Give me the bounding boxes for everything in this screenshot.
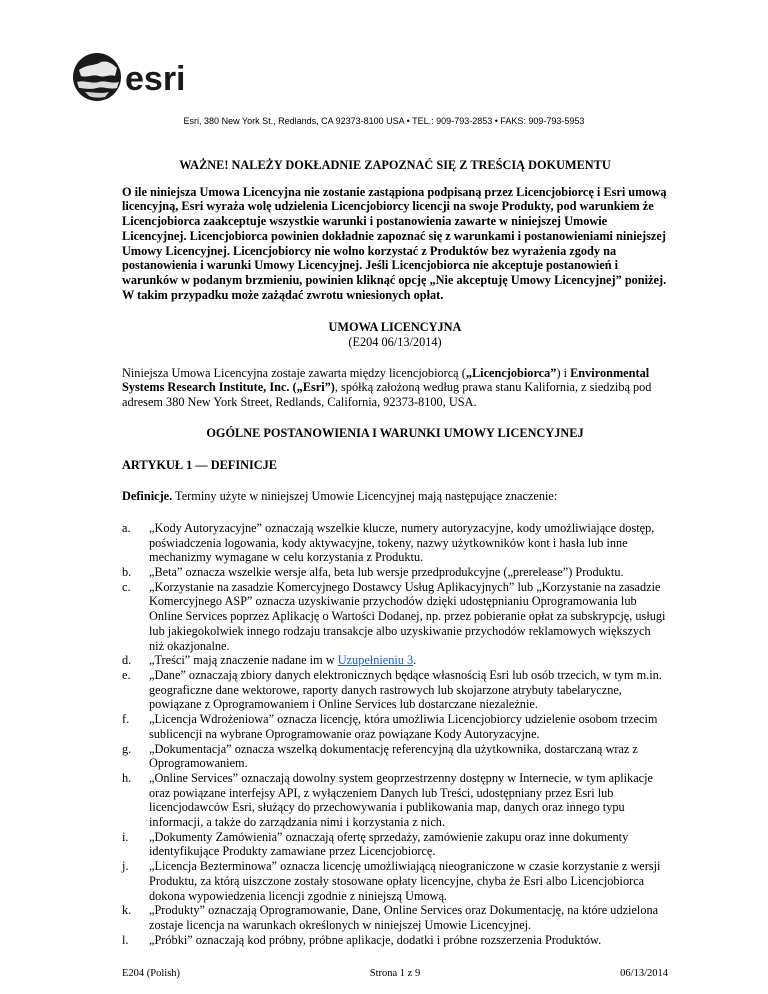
page-footer <box>122 968 668 982</box>
footer-page-number: Strona 1 z 9 <box>369 968 421 979</box>
article-heading: ARTYKUŁ 1 — DEFINICJE <box>122 457 278 472</box>
list-item: f. „Licencja Wdrożeniowa” oznacza licencję, która umożliwia Licencjobiorcy udzielenie osobom trzecim sublicencji na wybrane Oprogramowanie oraz powiązane Kody Autoryzacyjne. <box>122 712 658 741</box>
list-item: k. „Produkty” oznaczają Oprogramowanie, Dane, Online Services oraz Dokumentację, na które udzielona zostaje licencja na warunkach określonych w niniejszej Umowie Licencyjnej. <box>122 903 659 932</box>
warning-paragraph: O ile niniejsza Umowa Licencyjna nie zostanie zastąpiona podpisaną przez Licencjobiorcę i Esri umową licencyjną, Esri wyraża wolę udzielenia Licencjobiorcy licencji na swoje Produkty, pod warunkiem że Licencjobiorca zaakceptuje wszystkie warunki i postanowienia zawarte w niniejszej Umowie Licencyjnej. Licencjobiorca powinien dokładnie zapoznać się z warunkami i postanowieniami niniejszej Umowy Licencyjnej. Licencjobiorcy nie wolno korzystać z Produktów bez wyrażenia zgody na postanowienia i warunki Umowy Licencyjnej. Jeśli Licencjobiorca nie akceptuje postanowień i warunków w podanym brzmieniu, powinien kliknąć opcję „Nie akceptuję Umowy Licencyjnej” poniżej. W takim przypadku może zażądać zwrotu wniesionych opłat. <box>122 184 667 302</box>
warning-title: WAŻNE! NALEŻY DOKŁADNIE ZAPOZNAĆ SIĘ Z TREŚCIĄ DOKUMENTU <box>179 158 611 172</box>
supplement-3-link[interactable]: Uzupełnieniu 3 <box>337 653 414 668</box>
intro-paragraph: Niniejsza Umowa Licencyjna zostaje zawarta między licencjobiorcą („Licencjobiorca”) i Environmental Systems Research Institute, Inc. („Esri”), spółką założoną według prawa stanu Kalifornia, z siedzibą pod adresem 380 New York Street, Redlands, California, 92373-8100, USA. <box>122 365 652 410</box>
general-terms-heading: OGÓLNE POSTANOWIENIA I WARUNKI UMOWY LICENCYJNEJ <box>206 425 584 440</box>
list-item: e. „Dane” oznaczają zbiory danych elektronicznych będące własnością Esri lub osób trzecich, w tym m.in. geograficzne dane wektorowe, raporty danych rastrowych lub skojarzone atrybuty tabelaryczne, powiązane z Oprogramowaniem i Online Services lub dostarczane niezależnie. <box>122 667 662 712</box>
logo-wordmark: esri <box>125 60 186 98</box>
company-address: Esri, 380 New York St., Redlands, CA 92373-8100 USA • TEL.: 909-793-2853 • FAKS: 909-793-5953 <box>183 116 585 126</box>
list-item: a. „Kody Autoryzacyjne” oznaczają wszelkie klucze, numery autoryzacyjne, kody umożliwiające dostęp, poświadczenia logowania, kody aktywacyjne, tokeny, nazwy użytkowników kont i hasła lub inne mechanizmy wymagane w celu korzystania z Produktu. <box>122 520 655 565</box>
definitions-intro: Definicje. Terminy użyte w niniejszej Umowie Licencyjnej mają następujące znaczenie: <box>122 489 558 504</box>
list-item: i. „Dokumenty Zamówienia” oznaczają ofertę sprzedaży, zamówienie zakupu oraz inne dokumenty identyfikujące Produkty zamawiane przez Licencjobiorcę. <box>122 829 629 859</box>
definitions-list <box>122 521 668 947</box>
footer-date: 06/13/2014 <box>620 968 668 979</box>
esri-logo <box>71 50 211 104</box>
license-title: UMOWA LICENCYJNA <box>328 320 462 335</box>
list-item: l. „Próbki” oznaczają kod próbny, próbne aplikacje, dodatki i próbne rozszerzenia Produktów. <box>122 932 602 947</box>
list-item: g. „Dokumentacja” oznacza wszelką dokumentację referencyjną dla użytkownika, dostarczaną wraz z Oprogramowaniem. <box>122 741 638 771</box>
license-code: (E204 06/13/2014) <box>348 335 442 350</box>
list-item: j. „Licencja Bezterminowa” oznacza licencję umożliwiającą nieograniczone w czasie korzystanie z wersji Produktu, za którą uiszczone zostały stosowane opłaty licencyjne, chyba że Esri albo Licencjobiorca dokona wypowiedzenia licencji zgodnie z niniejszą Umową. <box>122 859 661 903</box>
list-item: b. „Beta” oznacza wszelkie wersje alfa, beta lub wersje przedprodukcyjne („prerelease”) Produktu. <box>122 565 624 580</box>
footer-doc-id: E204 (Polish) <box>122 968 181 979</box>
list-item: d. „Treści” mają znaczenie nadane im w Uzupełnieniu 3. <box>122 653 417 668</box>
document-body <box>122 150 668 947</box>
list-item: c. „Korzystanie na zasadzie Komercyjnego Dostawcy Usług Aplikacyjnych” lub „Korzystanie na zasadzie Komercyjnego ASP” oznacza uzyskiwanie przychodów dzięki udostępnianiu Oprogramowania lub Online Services poprzez Aplikację o Wartości Dodanej, np. przez pobieranie opłat za subskrypcję, usługi lub jakiegokolwiek innego rodzaju transakcje albo uzyskiwanie przychodów reklamowych większych niż okazjonalne. <box>122 579 666 653</box>
list-item: h. „Online Services” oznaczają dowolny system geoprzestrzenny dostępny w Internecie, w tym aplikacje oraz powiązane interfejsy API, z wyłączeniem Danych lub Treści, udostępniany przez Esri lub licencjodawców Esri, służący do przechowywania i publikowania map, danych oraz innego typu informacji, a także do zarządzania nimi i korzystania z nich. <box>122 770 653 830</box>
globe-icon <box>73 53 121 101</box>
